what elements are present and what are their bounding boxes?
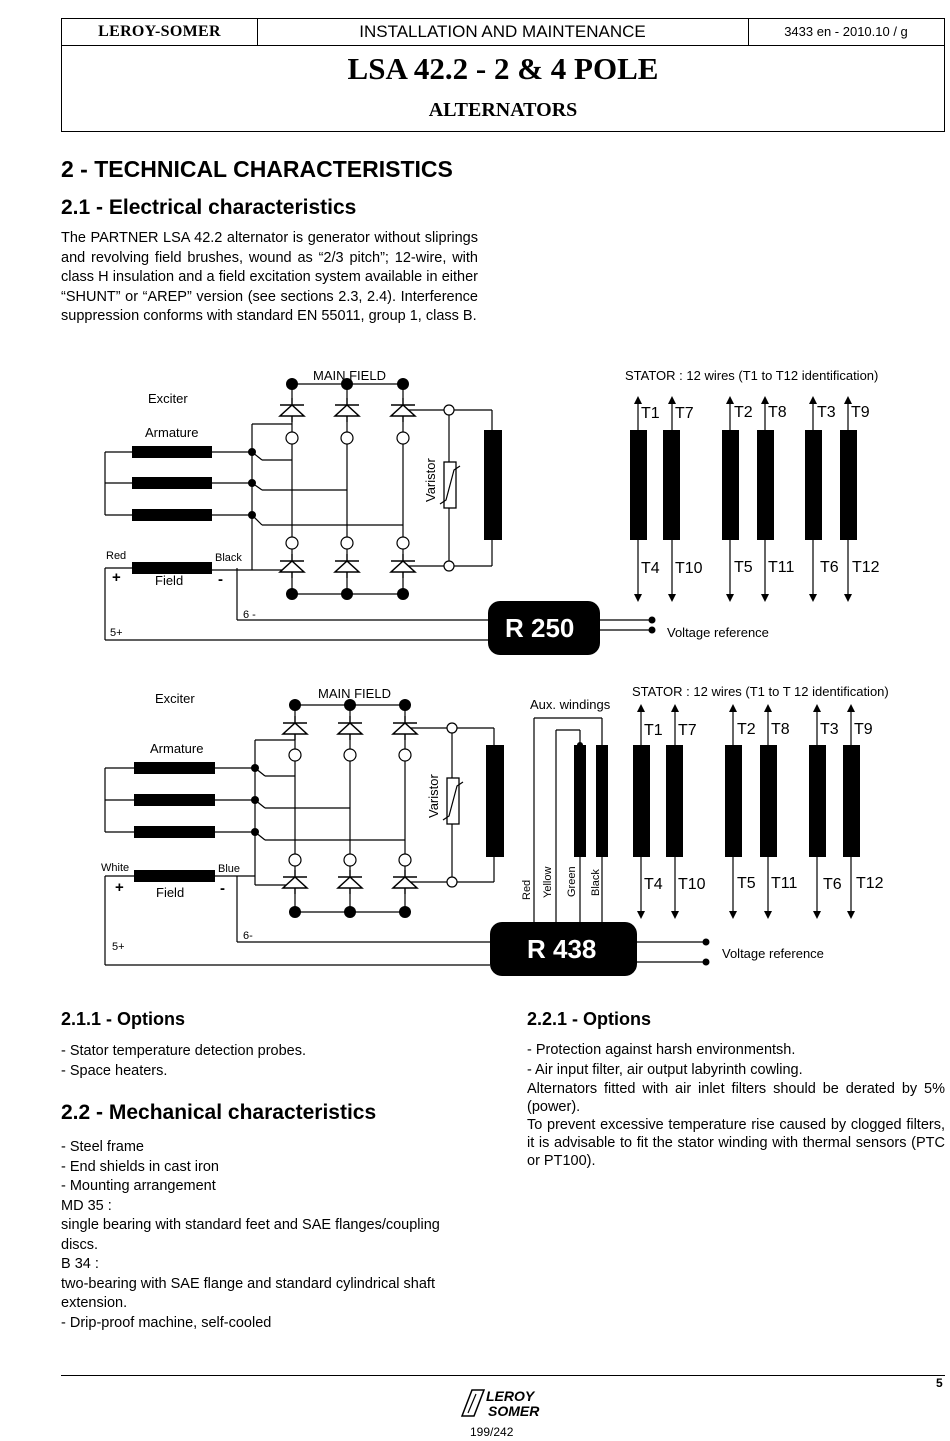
stator-label: STATOR : 12 wires (T1 to T12 identification) xyxy=(625,368,879,383)
list-item: discs. xyxy=(61,1236,99,1253)
list-item: - Stator temperature detection probes. xyxy=(61,1043,307,1059)
document-reference: 3433 en - 2010.10 / g xyxy=(784,24,908,39)
wire-6-label: 6 - xyxy=(243,609,256,621)
page-count: 199/242 xyxy=(470,1425,514,1439)
list-item: B 34 : xyxy=(61,1256,99,1272)
terminal-label: T10 xyxy=(675,560,703,577)
header-row xyxy=(62,19,944,46)
aux-wire-label: Red xyxy=(521,879,533,900)
list-item: - End shields in cast iron xyxy=(61,1158,219,1175)
black-wire-label: Black xyxy=(215,552,242,564)
main-field-label: MAIN FIELD xyxy=(313,368,386,383)
blue-wire-label: Blue xyxy=(218,863,241,875)
terminal-label: T1 xyxy=(641,405,660,422)
document-type: INSTALLATION AND MAINTENANCE xyxy=(257,19,749,45)
voltage-reference-label: Voltage reference xyxy=(667,625,769,640)
field-label: Field xyxy=(156,885,185,900)
exciter-label: Exciter xyxy=(148,391,188,406)
terminal-label: T5 xyxy=(734,559,753,576)
aux-wire-label: Green xyxy=(566,866,578,897)
intro-paragraph: The PARTNER LSA 42.2 alternator is generator without sliprings and revolving field brushes, wound as “2/3 pitch”; 12-wire, with class H insulation and a field excitation system available in either “SHUNT” or “AREP” version (see sections 2.3, 2.4). Interference suppression conforms with standard EN 55011, group 1, class B. xyxy=(61,230,478,324)
terminal-label: T2 xyxy=(737,721,756,738)
brand-name: LEROY-SOMER xyxy=(62,19,258,45)
varistor-label: Varistor xyxy=(423,458,438,502)
terminal-label: T1 xyxy=(644,722,663,739)
section-title: 2 - TECHNICAL CHARACTERISTICS xyxy=(61,156,453,182)
terminal-label: T11 xyxy=(768,559,795,576)
plus-label: + xyxy=(112,569,121,586)
wire-5-label: 5+ xyxy=(112,941,125,953)
regulator-label: R 438 xyxy=(527,934,597,964)
wire-6-label: 6- xyxy=(243,930,253,942)
terminal-label: T9 xyxy=(854,721,873,738)
armature-label: Armature xyxy=(145,425,199,440)
list-item: extension. xyxy=(61,1295,128,1311)
options-list xyxy=(61,1042,306,1081)
terminal-label: T10 xyxy=(678,876,706,893)
aux-wire-label: Black xyxy=(590,869,602,896)
white-wire-label: White xyxy=(101,862,130,874)
options-title: 2.2.1 - Options xyxy=(527,1009,652,1029)
terminal-label: T7 xyxy=(675,405,694,422)
terminal-label: T8 xyxy=(768,404,787,421)
terminal-label: T6 xyxy=(823,876,842,893)
list-item: - Steel frame xyxy=(61,1139,144,1155)
aux-windings-label: Aux. windings xyxy=(530,697,611,712)
logo-text-somer: SOMER xyxy=(488,1403,540,1419)
voltage-reference-label: Voltage reference xyxy=(722,946,824,961)
options-title: 2.1.1 - Options xyxy=(61,1009,186,1029)
varistor-label: Varistor xyxy=(426,774,441,818)
list-item: - Protection against harsh environmentsh. xyxy=(527,1042,796,1058)
wire-5-label: 5+ xyxy=(110,627,123,639)
terminal-label: T7 xyxy=(678,722,697,739)
leroy-somer-logo xyxy=(460,1386,550,1420)
subsection-title: 2.1 - Electrical characteristics xyxy=(61,196,357,219)
red-wire-label: Red xyxy=(106,550,127,562)
list-item: two-bearing with SAE flange and standard cylindrical shaft xyxy=(61,1275,435,1292)
list-item: - Drip-proof machine, self-cooled xyxy=(61,1314,272,1331)
list-item: MD 35 : xyxy=(61,1197,112,1214)
document-header xyxy=(61,18,945,132)
terminal-label: T9 xyxy=(851,404,870,421)
document-title: LSA 42.2 - 2 & 4 POLE xyxy=(347,51,659,86)
logo-text-leroy: LEROY xyxy=(486,1388,535,1404)
terminal-label: T12 xyxy=(852,559,880,576)
list-item: - Air input filter, air output labyrinth cowling. xyxy=(527,1061,803,1078)
main-field-label: MAIN FIELD xyxy=(318,686,391,701)
terminal-label: T3 xyxy=(817,404,836,421)
regulator-label: R 250 xyxy=(505,613,575,643)
document-subtitle: ALTERNATORS xyxy=(428,99,578,121)
terminal-label: T6 xyxy=(820,559,839,576)
terminal-label: T2 xyxy=(734,404,753,421)
options-list xyxy=(527,1041,945,1080)
mechanical-list xyxy=(61,1138,440,1333)
stator-label: STATOR : 12 wires (T1 to T 12 identification) xyxy=(632,684,889,699)
plus-label: + xyxy=(115,879,124,896)
list-item: - Space heaters. xyxy=(61,1062,168,1079)
exciter-label: Exciter xyxy=(155,691,195,706)
terminal-label: T3 xyxy=(820,721,839,738)
mechanical-title: 2.2 - Mechanical characteristics xyxy=(61,1101,377,1124)
terminal-label: T8 xyxy=(771,721,790,738)
terminal-label: T12 xyxy=(856,875,884,892)
terminal-label: T5 xyxy=(737,875,756,892)
terminal-label: T4 xyxy=(644,876,663,893)
terminal-label: T4 xyxy=(641,560,660,577)
page-number: 5 xyxy=(936,1376,943,1390)
list-item: - Mounting arrangement xyxy=(61,1178,216,1194)
armature-label: Armature xyxy=(150,741,204,756)
wiring-diagram-shunt xyxy=(0,360,950,660)
field-label: Field xyxy=(155,573,184,588)
sensor-paragraph: To prevent excessive temperature rise caused by clogged filters, it is advisable to fit the stator winding with thermal sensors (PTC or PT100). xyxy=(527,1117,945,1169)
wiring-diagram-arep xyxy=(0,675,950,985)
footer-divider xyxy=(61,1375,945,1376)
aux-wire-label: Yellow xyxy=(542,866,554,898)
minus-label: - xyxy=(220,880,225,897)
derating-paragraph: Alternators fitted with air inlet filters should be derated by 5% (power). xyxy=(527,1081,945,1115)
minus-label: - xyxy=(218,571,223,588)
terminal-label: T11 xyxy=(771,875,798,892)
list-item: single bearing with standard feet and SAE flanges/coupling xyxy=(61,1217,440,1233)
